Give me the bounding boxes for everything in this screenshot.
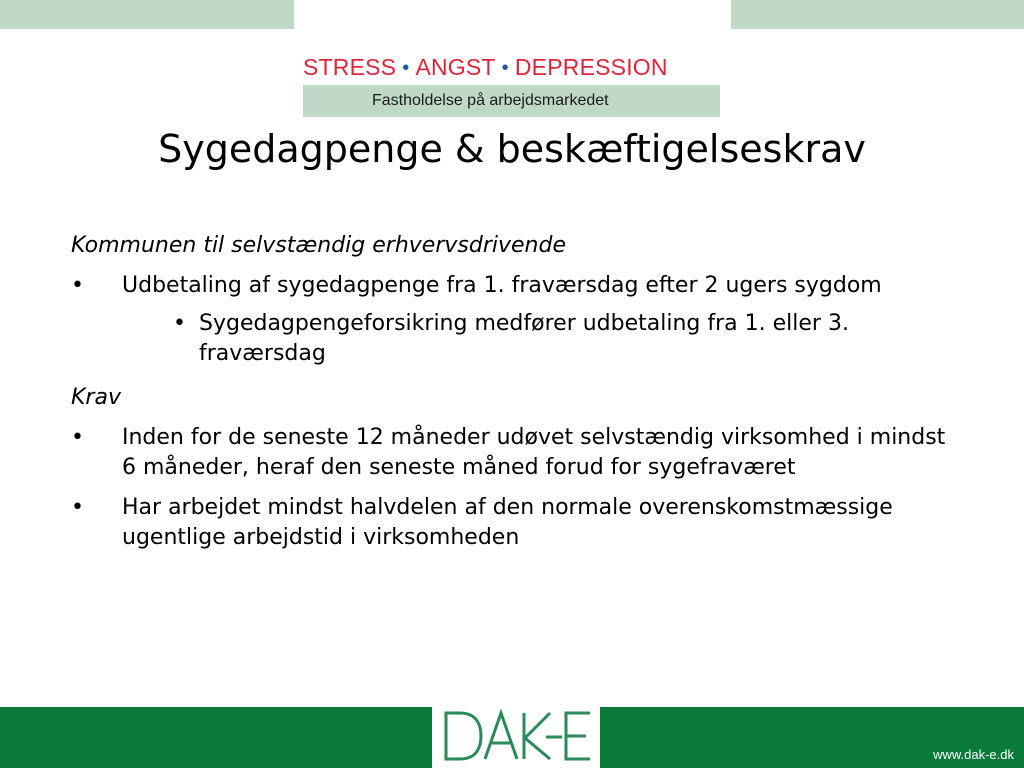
logo-title: [303, 52, 720, 82]
bullet-item: [71, 493, 951, 553]
bullet-mark: •: [71, 495, 84, 520]
bullet-mark: •: [71, 425, 84, 450]
bullet-text: Har arbejdet mindst halvdelen af den normale overenskomstmæssige ugentlige arbejdstid i virksomheden: [122, 495, 893, 550]
footer-bar: [0, 707, 1024, 768]
bullet-mark: •: [71, 273, 84, 298]
section-heading: Krav: [71, 385, 121, 410]
bullet-text: Udbetaling af sygedagpenge fra 1. fraværsdag efter 2 ugers sygdom: [122, 273, 882, 298]
top-bar-left: [0, 0, 294, 29]
logo-word-depression: DEPRESSION: [514, 54, 668, 80]
top-bar-right: [731, 0, 1024, 29]
bullet-item: [71, 271, 951, 301]
bullet-text: Inden for de seneste 12 måneder udøvet selvstændig virksomhed i mindst 6 måneder, heraf den seneste måned forud for sygefraværet: [122, 425, 946, 480]
section-heading: Kommunen til selvstændig erhvervsdrivende: [71, 233, 566, 258]
footer-url[interactable]: www.dak-e.dk: [933, 747, 1014, 762]
logo-word-angst: ANGST: [415, 54, 496, 80]
dak-e-logo-icon: [432, 707, 600, 768]
sub-bullet-item: [71, 309, 951, 369]
logo-subtitle: Fastholdelse på arbejdsmarkedet: [303, 85, 720, 117]
logo-separator-dot: •: [402, 57, 410, 79]
logo-separator-dot: •: [501, 57, 509, 79]
bullet-item: [71, 423, 951, 483]
sub-bullet-text: Sygedagpengeforsikring medfører udbetaling fra 1. eller 3. fraværsdag: [199, 311, 849, 366]
logo-word-stress: STRESS: [303, 54, 397, 80]
slide-content: [71, 229, 951, 553]
sub-bullet-mark: •: [173, 311, 186, 336]
stress-angst-depression-logo: [303, 52, 720, 117]
slide-title: Sygedagpenge & beskæftigelseskrav: [158, 127, 866, 171]
dak-e-logo: [432, 707, 600, 768]
